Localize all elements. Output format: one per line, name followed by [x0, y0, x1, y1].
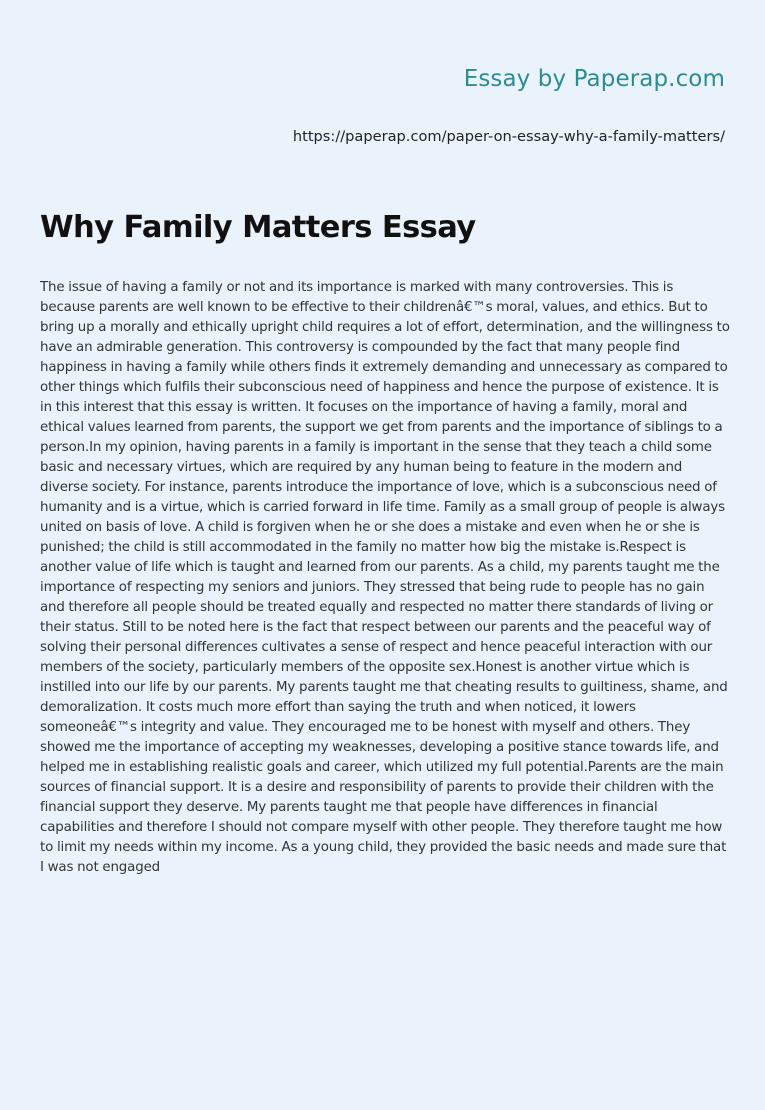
brand-logo[interactable]: Essay by Paperap.com — [463, 66, 725, 92]
source-url[interactable]: https://paperap.com/paper-on-essay-why-a-family-matters/ — [292, 128, 725, 145]
essay-body: The issue of having a family or not and its importance is marked with many controversies. This is because parents are well known to be effective to their childrenâ€™s moral, values, and ethics. But to bring up a morally and ethically upright child requires a lot of effort, determination, and the willingness to have an admirable generation. This controversy is compounded by the fact that many people find happiness in having a family while others finds it extremely demanding and unnecessary as compared to other things which fulfils their subconscious need of happiness and hence the purpose of existence. It is in this interest that this essay is written. It focuses on the importance of having a family, moral and ethical values learned from parents, the support we get from parents and the importance of siblings to a person.In my opinion, having parents in a family is important in the sense that they teach a child some basic and necessary virtues, which are required by any human being to feature in the modern and diverse society. For instance, parents introduce the importance of love, which is a subconscious need of humanity and is a virtue, which is carried forward in life time. Family as a small group of people is always united on basis of love. A child is forgiven when he or she does a mistake and even when he or she is punished; the child is still accommodated in the family no matter how big the mistake is.Respect is another value of life which is taught and learned from our parents. As a child, my parents taught me the importance of respecting my seniors and juniors. They stressed that being rude to people has no gain and therefore all people should be treated equally and respected no matter there standards of living or their status. Still to be noted here is the fact that respect between our parents and the peaceful way of solving their personal differences cultivates a sense of respect and hence peaceful interaction with our members of the society, particularly members of the opposite sex.Honest is another virtue which is instilled into our life by our parents. My parents taught me that cheating results to guiltiness, shame, and demoralization. It costs much more effort than saying the truth and when noticed, it lowers someoneâ€™s integrity and value. They encouraged me to be honest with myself and others. They showed me the importance of accepting my weaknesses, developing a positive stance towards life, and helped me in establishing realistic goals and career, which utilized my full potential.Parents are the main sources of financial support. It is a desire and responsibility of parents to provide their children with the financial support they deserve. My parents taught me that people have differences in financial capabilities and therefore I should not compare myself with other people. They therefore taught me how to limit my needs within my income. As a young child, they provided the basic needs and made sure that I was not engaged — [40, 280, 730, 875]
page-title: Why Family Matters Essay — [40, 210, 476, 245]
